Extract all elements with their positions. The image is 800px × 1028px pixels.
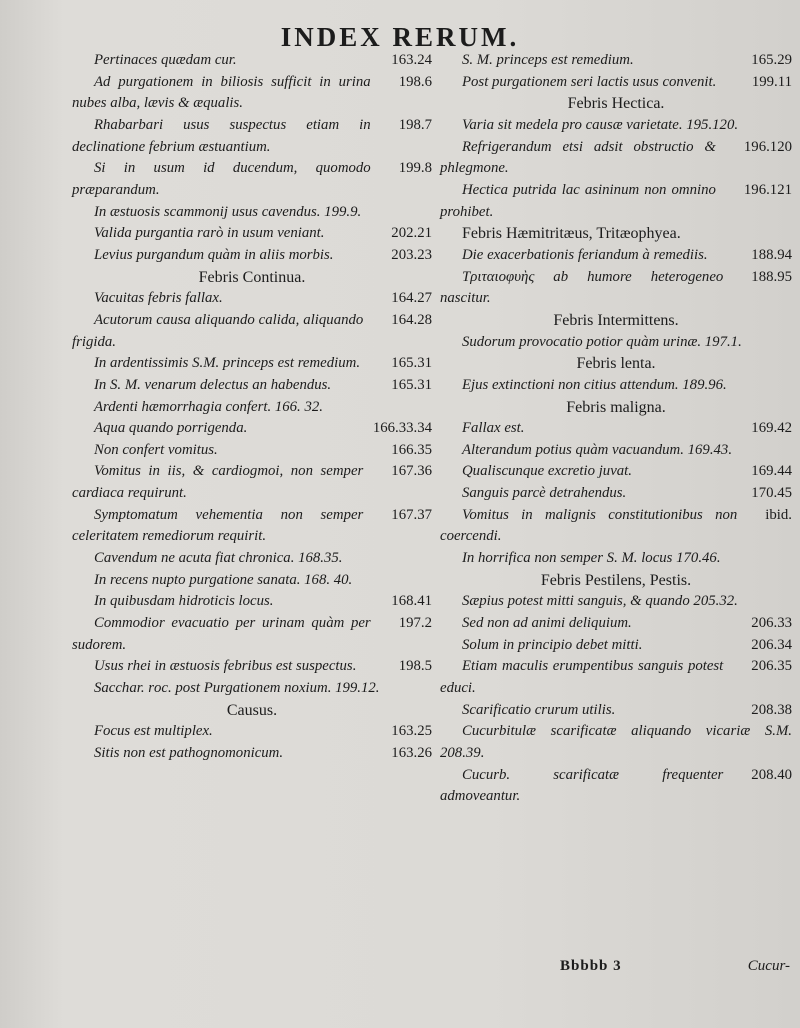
left-column [72,50,432,765]
index-entry [72,202,432,224]
index-entry [72,548,432,570]
page-reference: 198.6 [398,73,432,90]
signature-mark: Bbbbb 3 [560,958,622,974]
section-heading: Febris lenta. [576,355,656,373]
index-entry [72,505,432,548]
page-reference: 163.26 [391,745,432,761]
entry-text: Alterandum potius quàm vacuandum. 169.43. [462,441,733,458]
entry-text: Vomitus in iis, & cardiogmoi, non semper cardiaca requirunt. [72,463,364,502]
entry-text: Sitis non est pathognomonicum. [94,745,284,761]
index-entry [72,613,432,656]
entry-text: In recens nupto purgatione sanata. 168. 40. [94,571,353,588]
index-entry [440,332,792,354]
entry-text: Ardenti hæmorrhagia confert. 166. 32. [94,398,323,415]
index-entry [72,115,432,158]
index-entry [72,288,432,310]
right-column [440,50,792,808]
entry-text: Cavendum ne acuta fiat chronica. 168.35. [94,550,343,567]
index-entry [440,72,792,94]
entry-text: Sæpius potest mitti sanguis, & quando 205.32. [462,593,738,610]
index-entry [440,548,792,570]
page-reference: 165.31 [391,376,432,393]
index-entry [72,440,432,462]
page-reference: 188.95 [751,268,792,285]
page-reference: 164.28 [391,311,432,328]
entry-text: Sacchar. rос. post Purgationem noxium. 199.12. [94,680,380,697]
page-reference: 208.40 [751,766,792,783]
page-reference: 196.120 [743,138,792,155]
index-entry [72,591,432,613]
index-entry [440,50,792,72]
entry-text: In horrifica non semper S. M. locus 170.46. [462,550,721,567]
entry-text: Varia sit medela pro causæ varietate. 195.120. [462,116,739,133]
page-reference: 198.5 [398,658,432,675]
index-entry [72,397,432,419]
index-entry [72,245,432,267]
index-entry [72,72,432,115]
index-entry [72,461,432,504]
index-entry [72,678,432,700]
index-entry [72,50,432,72]
entry-text: Symptomatum vehementia non semper celeritatem remediorum requirit. [72,506,364,545]
entry-text: Τριταιοφυὴς ab humore heterogeneo nascitur. [440,268,724,307]
entry-text: In S. M. venarum delectus an habendus. [94,376,332,393]
page-reference: 170.45 [751,485,792,502]
index-entry [72,721,432,743]
page-reference: 165.31 [391,355,432,372]
page-reference: 188.94 [751,246,792,263]
entry-text: Valida purgantia rarò in usum veniant. [94,225,325,242]
entry-text: Hectica putrida lac asininum non omnino prohibet. [440,181,716,220]
page-reference: 197.2 [398,615,432,632]
index-entry [440,440,792,462]
entry-text: Aqua quando porrigenda. [94,420,248,437]
index-entry [72,743,432,765]
running-header: INDEX RERUM. [280,22,520,52]
index-entry [440,765,792,808]
entry-text: Ad purgationem in biliosis sufficit in urina nubes alba, lævis & æqualis. [72,73,371,112]
index-entry [440,375,792,397]
page-reference: 167.37 [391,506,432,523]
entry-text: Pertinaces quædam cur. [94,52,237,68]
entry-text: Rhabarbari usus suspectus etiam in declinatione febrium æstuantium. [72,116,371,155]
index-entry [72,375,432,397]
index-entry [72,353,432,375]
page-reference: 163.24 [391,52,432,68]
index-entry [440,115,792,137]
page-reference: 165.29 [751,52,792,68]
entry-text: Etiam maculis erumpentibus sanguis potest educi. [440,658,724,697]
section-heading: Febris Intermittens. [553,311,679,329]
index-entry [440,635,792,657]
page-reference: 206.35 [751,658,792,675]
index-entry [440,245,792,267]
index-entry [440,461,792,483]
page-reference: 166.35 [391,441,432,458]
entry-text: In æstuosis scammonij usus cavendus. 199.9. [94,203,362,220]
entry-text: Si in usum id ducendum, quomodo præparandum. [72,160,371,198]
page-reference: 203.23 [391,246,432,263]
entry-text: Vacuitas febris fallax. [94,290,223,307]
index-entry [72,310,432,353]
page-reference: 167.36 [391,463,432,480]
catchword: Cucur- [747,958,790,974]
index-entry [440,613,792,635]
entry-text: Cucurb. scarificatæ frequenter admoveantur. [440,766,724,805]
index-entry [440,721,792,764]
index-entry [440,591,792,613]
section-heading: Febris maligna. [566,398,666,416]
page-reference: 206.34 [751,636,792,653]
section-heading: Causus. [226,701,278,719]
page-reference: 199.8 [398,160,432,177]
entry-text: S. M. princeps est remedium. [462,52,634,68]
page-reference: ibid. [765,506,792,523]
page-reference: 202.21 [391,225,432,242]
entry-text: Sanguis parcè detrahendus. [462,485,627,502]
entry-text: Focus est multiplex. [94,723,213,740]
index-entry [440,180,792,223]
entry-text: Solum in principio debet mitti. [462,636,643,653]
page-reference: 199.11 [751,73,792,90]
index-entry [440,418,792,440]
section-heading: Febris Continua. [198,268,306,286]
entry-text: Fallax est. [462,420,525,437]
entry-text: Acutorum causa aliquando calida, aliquando frigida. [72,311,364,350]
page-reference: 206.33 [751,615,792,632]
entry-text: Usus rhei in æstuosis febribus est suspectus. [94,658,357,675]
section-heading: Febris Pestilens, Pestis. [540,571,692,589]
entry-text: Commodior evacuatio per urinam quàm per sudorem. [72,615,371,653]
page-reference: 169.44 [751,463,792,480]
index-entry [440,137,792,180]
entry-text: Ejus extinctioni non citius attendum. 189.96. [462,376,727,393]
entry-text: Die exacerbationis feriandum à remediis. [462,246,708,263]
entry-text: Refrigerandum etsi adsit obstructio & phlegmone. [440,138,716,177]
index-entry [440,656,792,699]
entry-text: Vomitus in malignis constitutionibus non coercendi. [440,506,738,545]
entry-text: Sudorum provocatio potior quàm urinæ. 197.1. [462,333,742,350]
section-heading: Febris Hæmitritæus, Tritæophyea. [462,225,681,243]
index-entry [440,267,792,310]
index-entry [72,656,432,678]
index-entry [440,483,792,505]
entry-text: Sed non ad animi deliquium. [462,615,632,632]
index-entry [72,223,432,245]
page-reference: 198.7 [398,116,432,133]
page-reference: 196.121 [743,181,792,198]
entry-text: Non confert vomitus. [94,441,218,458]
entry-text: Post purgationem seri lactis usus convenit. [462,73,717,90]
index-entry [440,700,792,722]
page-reference: 163.25 [391,723,432,740]
page-reference: 169.42 [751,420,792,437]
index-entry [72,570,432,592]
entry-text: In quibusdam hidroticis locus. [94,593,274,610]
page-reference: 208.38 [751,701,792,718]
entry-text: Scarificatio crurum utilis. [462,701,616,718]
entry-text: In ardentissimis S.M. princeps est remedium. [94,355,361,372]
index-entry [72,418,432,440]
index-entry [440,505,792,548]
page-reference: 166.33.34 [372,420,432,437]
entry-text: Qualiscunque excretio juvat. [462,463,632,480]
entry-text: Levius purgandum quàm in aliis morbis. [94,246,334,263]
page-reference: 164.27 [391,290,432,307]
entry-text: Cucurbitulæ scarificatæ aliquando vicariæ S.M. 208.39. [440,723,792,761]
index-entry [72,158,432,201]
page-reference: 168.41 [391,593,432,610]
section-heading: Febris Hectica. [567,95,665,113]
